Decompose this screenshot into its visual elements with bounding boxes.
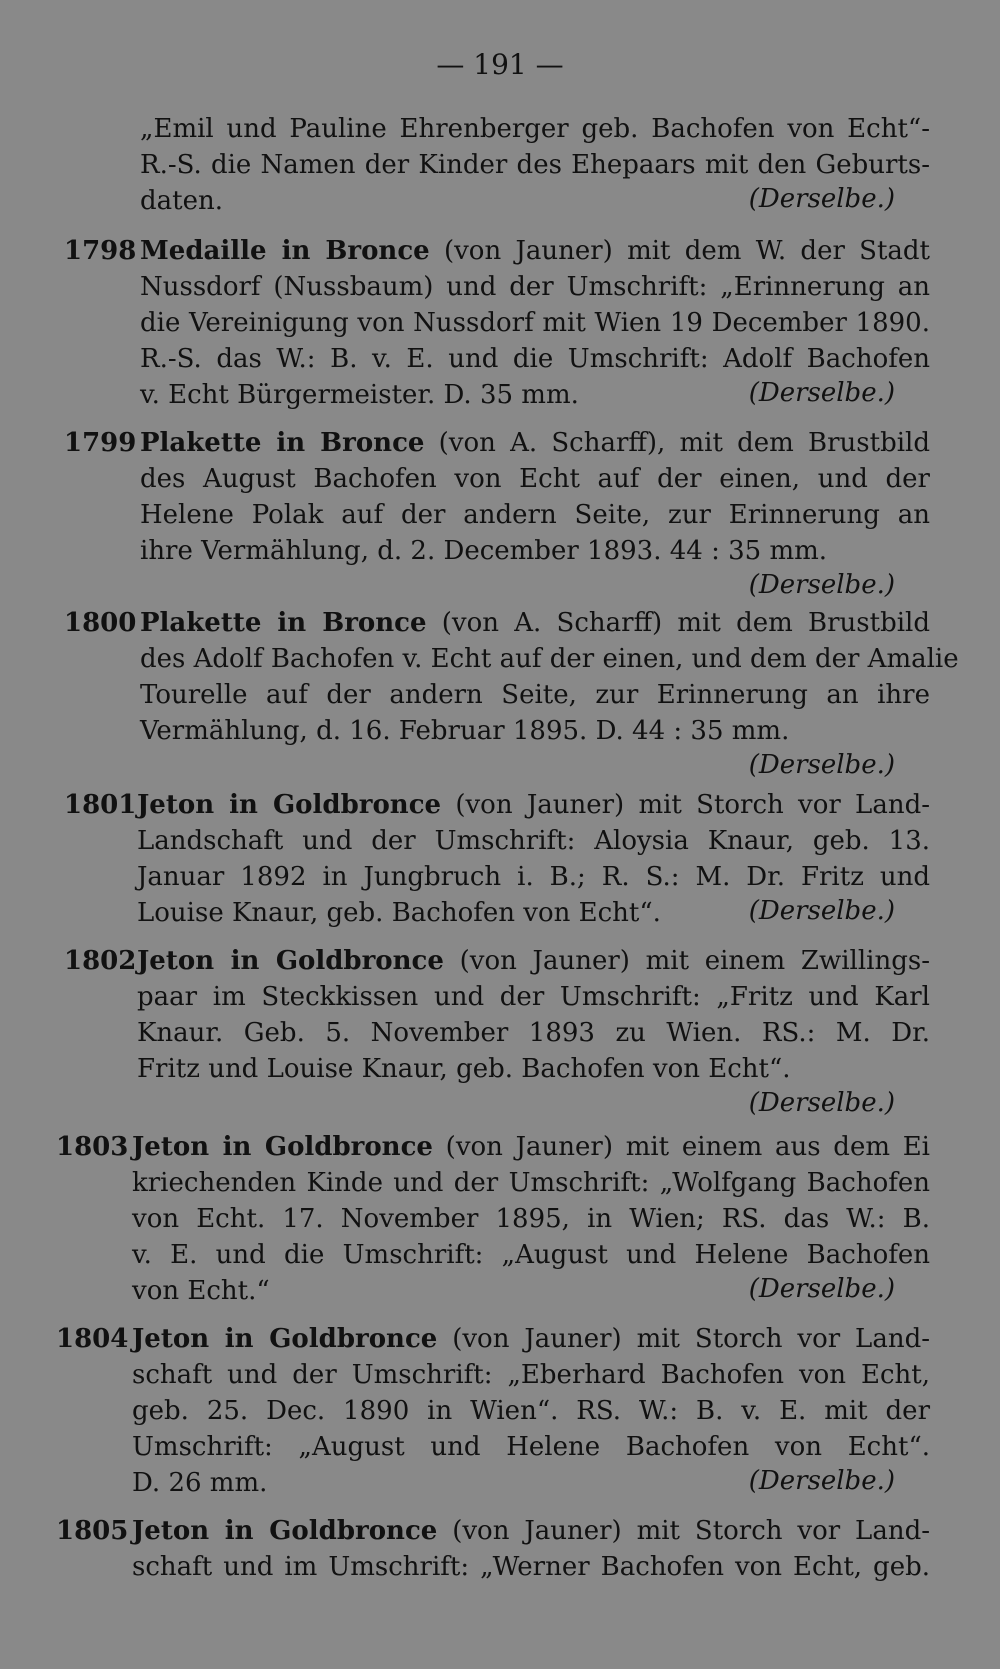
entry-line (132, 1238, 930, 1272)
entry-text: Januar 1892 in Jungbruch i. B.; R. S.: M. Dr. Fritz und (137, 862, 930, 892)
entry-line (132, 1466, 267, 1500)
source-attribution: (Derselbe.) (748, 750, 895, 780)
entry-line (137, 788, 930, 822)
entry-title: Jeton in Goldbronce (137, 790, 442, 820)
entry-text: paar im Steckkissen und der Umschrift: „Fritz und Karl (137, 982, 930, 1012)
entry-line (140, 184, 223, 218)
entry-text: (von Jauner) mit Storch vor Land- (437, 1324, 930, 1354)
entry-line (140, 112, 930, 146)
entry-text: Tourelle auf der andern Seite, zur Erinnerung an ihre (140, 680, 930, 710)
entry-text: ihre Vermählung, d. 2. December 1893. 44 : 35 mm. (140, 536, 828, 566)
entry-text: geb. 25. Dec. 1890 in Wien“. RS. W.: B. v. E. mit der (132, 1396, 930, 1426)
entry-text: R.-S. das W.: B. v. E. und die Umschrift: Adolf Bachofen (140, 344, 930, 374)
entry-line (132, 1358, 930, 1392)
entry-number: 1802 (64, 946, 137, 976)
source-attribution: (Derselbe.) (748, 1274, 895, 1304)
page-number: — 191 — (436, 48, 564, 81)
entry-line (140, 498, 930, 532)
source-attribution: (Derselbe.) (748, 1466, 895, 1496)
source-attribution: (Derselbe.) (748, 184, 895, 214)
entry-line (132, 1514, 930, 1548)
entry-line (140, 534, 827, 568)
entry-text: die Vereinigung von Nussdorf mit Wien 19 December 1890. (140, 308, 930, 338)
entry-line (140, 462, 930, 496)
entry-text: (von Jauner) mit dem W. der Stadt (429, 236, 930, 266)
entry-line (140, 714, 789, 748)
source-attribution: (Derselbe.) (748, 1088, 895, 1118)
entry-text: schaft und der Umschrift: „Eberhard Bachofen von Echt, (132, 1360, 930, 1390)
entry-text: des Adolf Bachofen v. Echt auf der einen, und dem der Amalie (140, 644, 959, 674)
entry-text: Nussdorf (Nussbaum) und der Umschrift: „Erinnerung an (140, 272, 930, 302)
entry-number: 1804 (56, 1324, 129, 1354)
entry-text: Knaur. Geb. 5. November 1893 zu Wien. RS.: M. Dr. (137, 1018, 930, 1048)
entry-number: 1800 (64, 608, 137, 638)
entry-text: daten. (140, 186, 223, 216)
entry-text: schaft und im Umschrift: „Werner Bachofen von Echt, geb. (132, 1552, 930, 1582)
entry-line (132, 1430, 930, 1464)
entry-text: (von A. Scharff), mit dem Brustbild (424, 428, 930, 458)
entry-line (140, 342, 930, 376)
entry-line (137, 1016, 930, 1050)
entry-line (132, 1550, 930, 1584)
entry-line (140, 148, 930, 182)
entry-line (140, 378, 579, 412)
entry-line (140, 426, 930, 460)
entry-text: „Emil und Pauline Ehrenberger geb. Bachofen von Echt“- (140, 114, 930, 144)
entry-text: (von Jauner) mit einem aus dem Ei (432, 1132, 930, 1162)
entry-line (132, 1130, 930, 1164)
entry-text: Umschrift: „August und Helene Bachofen von Echt“. (132, 1432, 930, 1462)
entry-line (140, 678, 930, 712)
entry-number: 1798 (64, 236, 137, 266)
entry-text: (von Jauner) mit Storch vor Land- (441, 790, 930, 820)
entry-title: Jeton in Goldbronce (132, 1324, 438, 1354)
entry-title: Jeton in Goldbronce (132, 1132, 433, 1162)
entry-line (137, 1052, 791, 1086)
entry-text: R.-S. die Namen der Kinder des Ehepaars mit den Geburts- (140, 150, 930, 180)
entry-line (140, 606, 930, 640)
entry-title: Medaille in Bronce (140, 236, 430, 266)
entry-text: Fritz und Louise Knaur, geb. Bachofen von Echt“. (137, 1054, 791, 1084)
entry-line (132, 1322, 930, 1356)
entry-text: D. 26 mm. (132, 1468, 268, 1498)
entry-title: Plakette in Bronce (140, 608, 427, 638)
source-attribution: (Derselbe.) (748, 570, 895, 600)
entry-text: Vermählung, d. 16. Februar 1895. D. 44 : 35 mm. (140, 716, 790, 746)
entry-number: 1801 (64, 790, 137, 820)
entry-text: Helene Polak auf der andern Seite, zur Erinnerung an (140, 500, 930, 530)
entry-line (140, 234, 930, 268)
entry-title: Jeton in Goldbronce (132, 1516, 438, 1546)
entry-line (137, 860, 930, 894)
entry-text: des August Bachofen von Echt auf der einen, und der (140, 464, 930, 494)
entry-line (137, 824, 930, 858)
entry-line (132, 1394, 930, 1428)
entry-text: Louise Knaur, geb. Bachofen von Echt“. (137, 898, 661, 928)
entry-title: Jeton in Goldbronce (137, 946, 444, 976)
entry-text: (von Jauner) mit einem Zwillings- (443, 946, 930, 976)
entry-text: (von A. Scharff) mit dem Brustbild (426, 608, 930, 638)
entry-text: von Echt.“ (132, 1276, 270, 1306)
entry-line (137, 980, 930, 1014)
entry-line (137, 944, 930, 978)
entry-text: (von Jauner) mit Storch vor Land- (437, 1516, 930, 1546)
entry-text: Landschaft und der Umschrift: Aloysia Knaur, geb. 13. (137, 826, 930, 856)
source-attribution: (Derselbe.) (748, 896, 895, 926)
source-attribution: (Derselbe.) (748, 378, 895, 408)
entry-text: von Echt. 17. November 1895, in Wien; RS. das W.: B. (132, 1204, 930, 1234)
entry-number: 1805 (56, 1516, 129, 1546)
entry-line (140, 642, 959, 676)
entry-line (140, 270, 930, 304)
entry-text: v. E. und die Umschrift: „August und Helene Bachofen (132, 1240, 930, 1270)
entry-line (132, 1274, 270, 1308)
entry-line (132, 1202, 930, 1236)
entry-text: v. Echt Bürgermeister. D. 35 mm. (140, 380, 579, 410)
entry-title: Plakette in Bronce (140, 428, 425, 458)
entry-text: kriechenden Kinde und der Umschrift: „Wolfgang Bachofen (132, 1168, 930, 1198)
entry-number: 1799 (64, 428, 137, 458)
entry-number: 1803 (56, 1132, 129, 1162)
entry-line (137, 896, 661, 930)
entry-line (132, 1166, 930, 1200)
entry-line (140, 306, 930, 340)
